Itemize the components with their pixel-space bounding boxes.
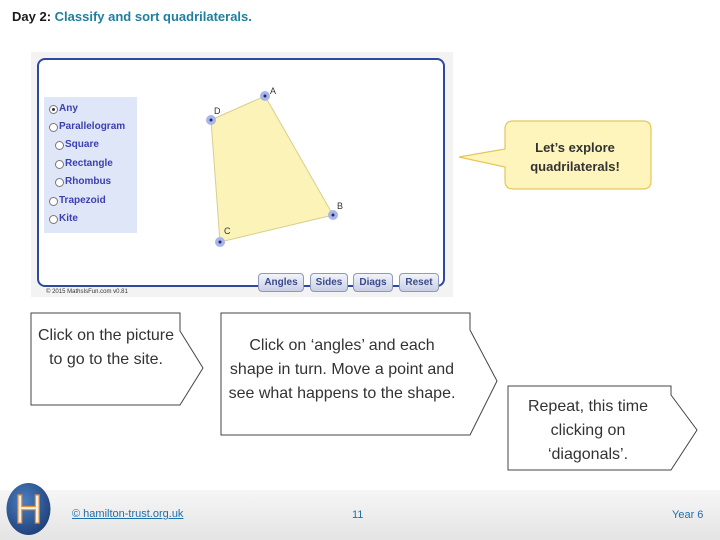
option-kite[interactable]: Kite [59, 213, 78, 224]
hamilton-trust-link-text[interactable]: hamilton-trust.org.uk [83, 508, 184, 520]
diags-button[interactable]: Diags [353, 273, 393, 292]
year-label: Year 6 [672, 509, 704, 521]
vertex-d-label: D [214, 106, 221, 116]
angles-button[interactable]: Angles [258, 273, 304, 292]
option-any[interactable]: Any [59, 103, 78, 114]
option-trapezoid[interactable]: Trapezoid [59, 195, 106, 206]
speech-line-2: quadrilaterals! [530, 159, 620, 174]
speech-line-1: Let’s explore [535, 140, 615, 155]
option-rhombus[interactable]: Rhombus [65, 176, 112, 187]
vertex-b-label: B [337, 201, 344, 211]
option-parallelogram[interactable]: Parallelogram [59, 121, 126, 132]
hamilton-trust-link[interactable] [72, 508, 183, 520]
callout-diagonals-instruction: Repeat, this time clicking on ‘diagonals’. [527, 398, 649, 463]
copyright-symbol: © [72, 508, 81, 520]
applet-copyright: © 2015 MathsIsFun.com v0.81 [46, 289, 128, 295]
page-number: 11 [352, 509, 364, 521]
hamilton-logo-icon [5, 482, 52, 536]
reset-button[interactable]: Reset [399, 273, 439, 292]
sides-button[interactable]: Sides [310, 273, 348, 292]
option-rectangle[interactable]: Rectangle [65, 158, 113, 169]
callout-click-picture: Click on the picture to go to the site. [37, 327, 175, 368]
vertex-c-label: C [224, 226, 231, 236]
vertex-a-label: A [270, 86, 277, 96]
callout-angles-instruction: Click on ‘angles’ and each shape in turn. Move a point and see what happens to the shape. [228, 337, 456, 402]
lesson-subtitle: Classify and sort quadrilaterals. [54, 9, 252, 24]
logo-letter: H [14, 488, 43, 532]
option-square[interactable]: Square [65, 139, 99, 150]
day-label: Day 2: [12, 9, 52, 24]
